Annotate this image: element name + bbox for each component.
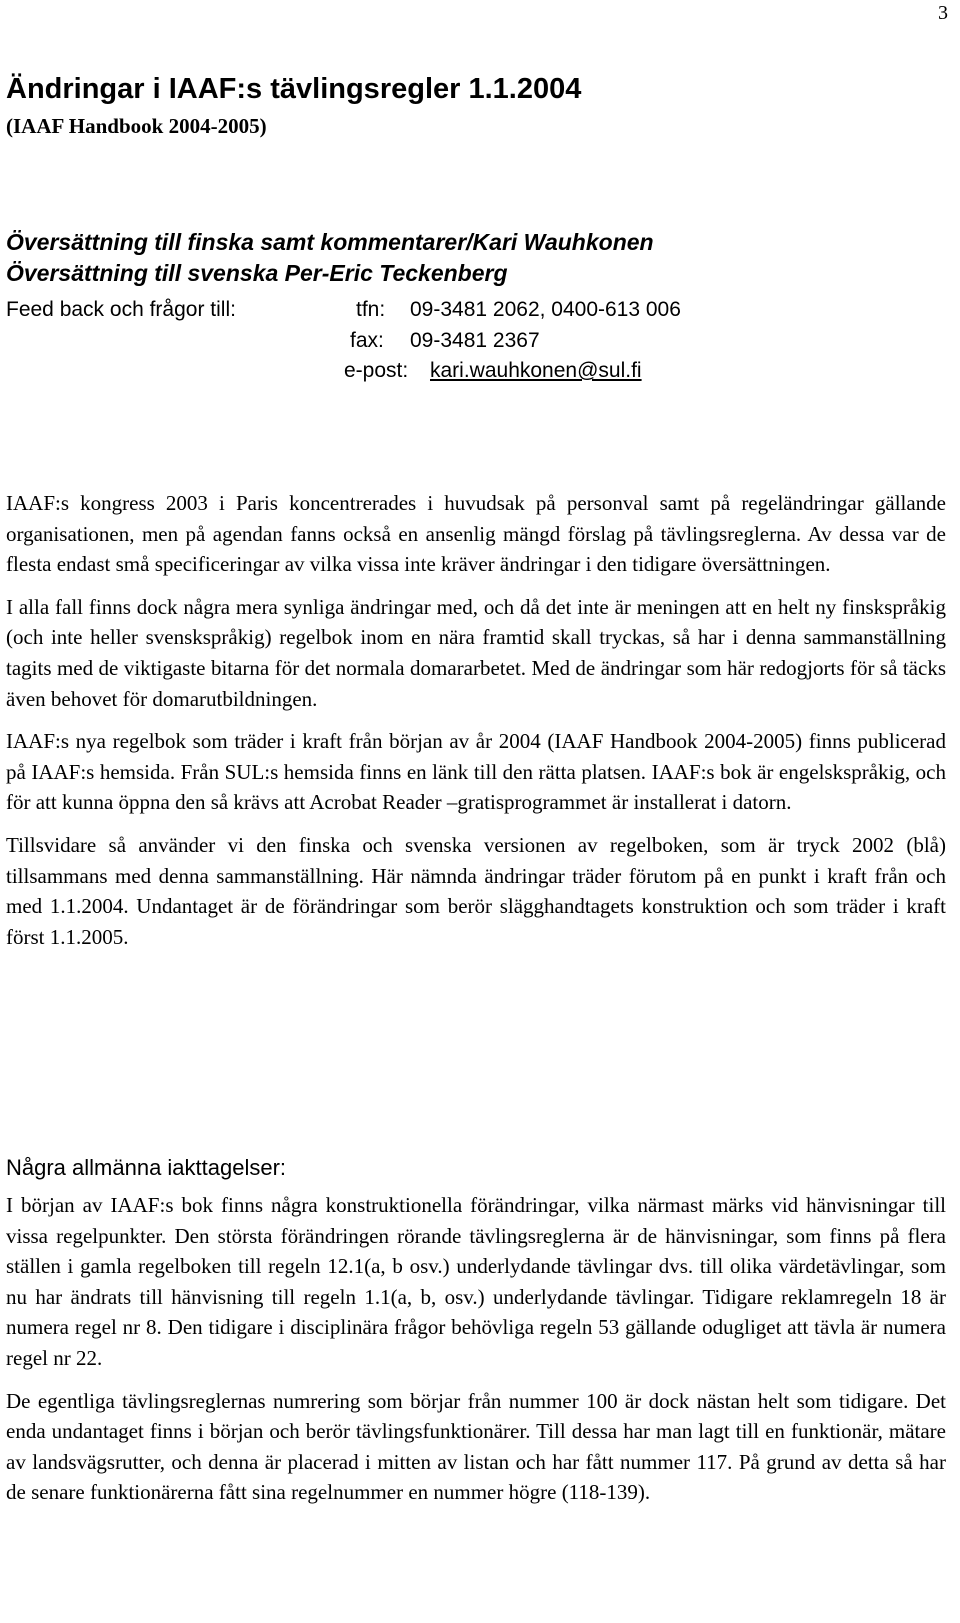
fax-label: fax: xyxy=(350,329,384,352)
section-paragraph-2: De egentliga tävlingsreglernas numrering som börjar från nummer 100 är dock nästan helt som tidigare. Det enda undantaget finns i början och berör tävlingsfunktionärer. Till dessa har man lagt till en funktionär, mätare av landsvägsrutter, och denna är placerad i mitten av listan och har fått nummer 117. På grund av detta så har de senare funktionärerna fått sina regelnummer en nummer högre (118-139). xyxy=(6,1388,946,1505)
intro-paragraph-2: I alla fall finns dock några mera synliga ändringar med, och då det inte är meningen att en helt ny finskspråkig (och inte heller svenskspråkig) regelbok inom en nära framtid skall tryckas, så har i denna sammanställning tagits med de viktigaste bitarna för det normala domararbetet. Med de ändringar som här redogjorts för så täcks även behovet för domarutbildningen. xyxy=(6,594,946,711)
page-number: 3 xyxy=(938,2,948,24)
intro-text xyxy=(6,488,946,952)
section-paragraph-1: I början av IAAF:s bok finns några konstruktionella förändringar, vilka närmast märks vid hänvisningar till vissa regelpunkter. Den största förändringen rörande tävlingsreglerna är de hänvisningar, som finns på flera ställen i gamla regelboken till regeln 12.1(a, b osv.) underlydande tävlingar dvs. till olika värdetävlingar, som nu har ändrats till hänvisning till regeln 1.1(a, b, osv.) underlydande tävlingar. Tidigare reklamregeln 18 är numera regel nr 8. Den tidigare i disciplinära frågor behövliga regeln 53 gällande odugliget att tävla är numera regel nr 22. xyxy=(6,1193,946,1370)
section-heading: Några allmänna iakttagelser: xyxy=(6,1155,287,1180)
phone-label: tfn: xyxy=(356,298,386,321)
section-text xyxy=(6,1190,946,1508)
document-subtitle: (IAAF Handbook 2004-2005) xyxy=(6,114,267,138)
document-title: Ändringar i IAAF:s tävlingsregler 1.1.2004 xyxy=(6,73,582,105)
swedish-translation-credit: Översättning till svenska Per-Eric Teckenberg xyxy=(6,260,508,286)
feedback-label: Feed back och frågor till: xyxy=(6,298,236,321)
intro-paragraph-3: IAAF:s nya regelbok som träder i kraft från början av år 2004 (IAAF Handbook 2004-2005) finns publicerad på IAAF:s hemsida. Från SUL:s hemsida finns en länk till den rätta platsen. IAAF:s bok är engelskspråkig, och för att kunna öppna den så krävs att Acrobat Reader –gratisprogrammet är installerat i datorn. xyxy=(6,729,946,815)
phone-value: 09-3481 2062, 0400-613 006 xyxy=(410,298,681,321)
email-label: e-post: xyxy=(344,359,409,382)
fax-value: 09-3481 2367 xyxy=(410,329,540,352)
intro-paragraph-1: IAAF:s kongress 2003 i Paris koncentrerades i huvudsak på personval samt på regeländringar gällande organisationen, men på agendan fanns också en ansenlig mängd förslag på tävlingsreglerna. Av dessa var de flesta endast små specificeringar av vilka vissa inte kräver ändringar i den tidigare översättningen. xyxy=(6,491,946,577)
finnish-translation-credit: Översättning till finska samt kommentarer/Kari Wauhkonen xyxy=(6,229,654,255)
intro-paragraph-4: Tillsvidare så använder vi den finska och svenska versionen av regelboken, som är tryck 2002 (blå) tillsammans med denna sammanställning. Här nämnda ändringar träder förutom på en punkt i kraft från och med 1.1.2004. Undantaget är de förändringar som berör slägghandtagets konstruktion och som träder i kraft först 1.1.2005. xyxy=(6,832,946,949)
email-link[interactable]: kari.wauhkonen@sul.fi xyxy=(430,359,642,382)
